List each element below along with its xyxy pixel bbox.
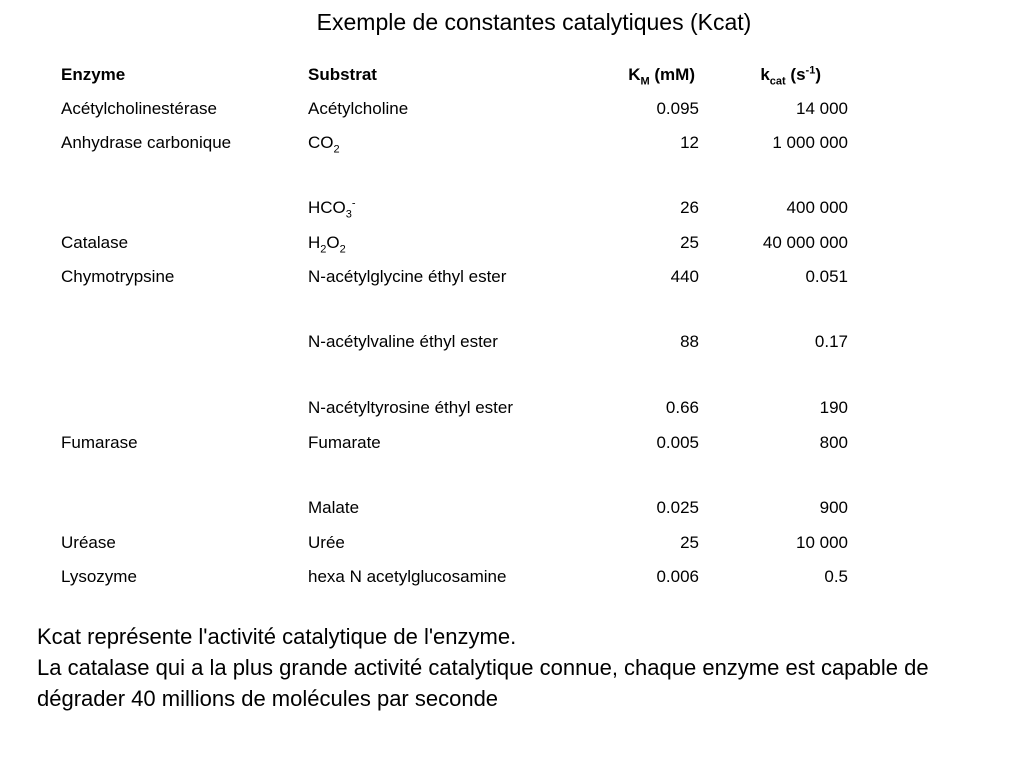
header-km-unit: (mM): [649, 65, 695, 84]
kcat-cell: 1 000 000: [772, 133, 848, 152]
substrate-cell: hexa N acetylglucosamine: [308, 567, 507, 586]
enzyme-cell: [54, 460, 301, 526]
km-cell: 88: [680, 332, 699, 351]
km-cell: 440: [670, 267, 699, 286]
substrate-formula: CO: [308, 133, 334, 152]
header-kcat-subscript: cat: [769, 75, 786, 88]
substrate-cell: Fumarate: [308, 433, 381, 452]
substrate-formula: HCO: [308, 198, 346, 217]
substrate-formula-part: O: [326, 233, 340, 252]
kcat-cell: 0.17: [814, 332, 848, 351]
table-row: [54, 92, 848, 126]
header-kcat-symbol: k: [760, 65, 770, 84]
table-row: [54, 560, 848, 594]
formula-charge: -: [351, 197, 356, 210]
kcat-cell: 190: [819, 398, 848, 417]
km-cell: 12: [680, 133, 699, 152]
enzyme-cell: Uréase: [61, 533, 116, 552]
page-title: Exemple de constantes catalytiques (Kcat): [316, 9, 752, 35]
table-row: [54, 160, 848, 226]
km-cell: 26: [680, 198, 699, 217]
formula-subscript: 2: [320, 243, 327, 256]
substrate-cell: [301, 126, 568, 160]
kcat-cell: 800: [819, 433, 848, 452]
substrate-cell: Acétylcholine: [308, 99, 409, 118]
enzyme-cell: [54, 360, 301, 426]
explanation-line: Kcat représente l'activité catalytique de l'enzyme.: [37, 624, 517, 649]
substrate-cell: N-acétylglycine éthyl ester: [308, 267, 507, 286]
enzyme-cell: [54, 294, 301, 360]
km-cell: 0.005: [656, 433, 699, 452]
enzyme-cell: Anhydrase carbonique: [61, 133, 232, 152]
table-header-row: [54, 58, 848, 92]
header-km-symbol: K: [628, 65, 641, 84]
substrate-cell: Malate: [308, 498, 360, 517]
table-row: [54, 460, 848, 526]
kcat-cell: 0.5: [824, 567, 848, 586]
explanation-text: [37, 621, 997, 714]
header-kcat: [699, 58, 848, 92]
substrate-cell: [301, 160, 568, 226]
kcat-cell: 40 000 000: [762, 233, 848, 252]
kcat-cell: 14 000: [796, 99, 848, 118]
header-km: [568, 58, 699, 92]
enzyme-cell: Lysozyme: [61, 567, 137, 586]
explanation-line: La catalase qui a la plus grande activité catalytique connue, chaque enzyme est capable de dégrader 40 millions de molécules par seconde: [37, 655, 929, 711]
enzyme-cell: Chymotrypsine: [61, 267, 175, 286]
km-cell: 0.66: [665, 398, 699, 417]
substrate-cell: N-acétylvaline éthyl ester: [308, 332, 498, 351]
enzyme-cell: [54, 160, 301, 226]
table-row: [54, 426, 848, 460]
substrate-formula-part: H: [308, 233, 321, 252]
table-row: [54, 360, 848, 426]
km-cell: 0.095: [656, 99, 699, 118]
kcat-cell: 900: [819, 498, 848, 517]
enzyme-cell: Acétylcholinestérase: [61, 99, 217, 118]
formula-subscript: 2: [333, 143, 340, 156]
substrate-cell: [301, 226, 568, 260]
formula-subscript: 2: [339, 243, 346, 256]
km-cell: 0.006: [656, 567, 699, 586]
enzyme-cell: Catalase: [61, 233, 129, 252]
header-kcat-exponent: -1: [805, 64, 816, 77]
table-row: [54, 226, 848, 260]
enzyme-cell: Fumarase: [61, 433, 138, 452]
header-km-subscript: M: [640, 75, 650, 88]
kcat-cell: 400 000: [786, 198, 848, 217]
substrate-cell: Urée: [308, 533, 345, 552]
table-row: [54, 294, 848, 360]
formula-subscript: 3: [345, 208, 352, 221]
header-kcat-unit: (s: [785, 65, 806, 84]
header-kcat-unit-close: ): [815, 65, 821, 84]
table-row: [54, 260, 848, 294]
header-enzyme: Enzyme: [61, 65, 126, 84]
kcat-cell: 0.051: [805, 267, 848, 286]
table-row: [54, 526, 848, 560]
km-cell: 25: [680, 533, 699, 552]
km-cell: 25: [680, 233, 699, 252]
kcat-cell: 10 000: [796, 533, 848, 552]
km-cell: 0.025: [656, 498, 699, 517]
table-row: [54, 126, 848, 160]
kcat-table: [54, 58, 848, 594]
substrate-cell: N-acétyltyrosine éthyl ester: [308, 398, 514, 417]
header-substrate: Substrat: [308, 65, 377, 84]
